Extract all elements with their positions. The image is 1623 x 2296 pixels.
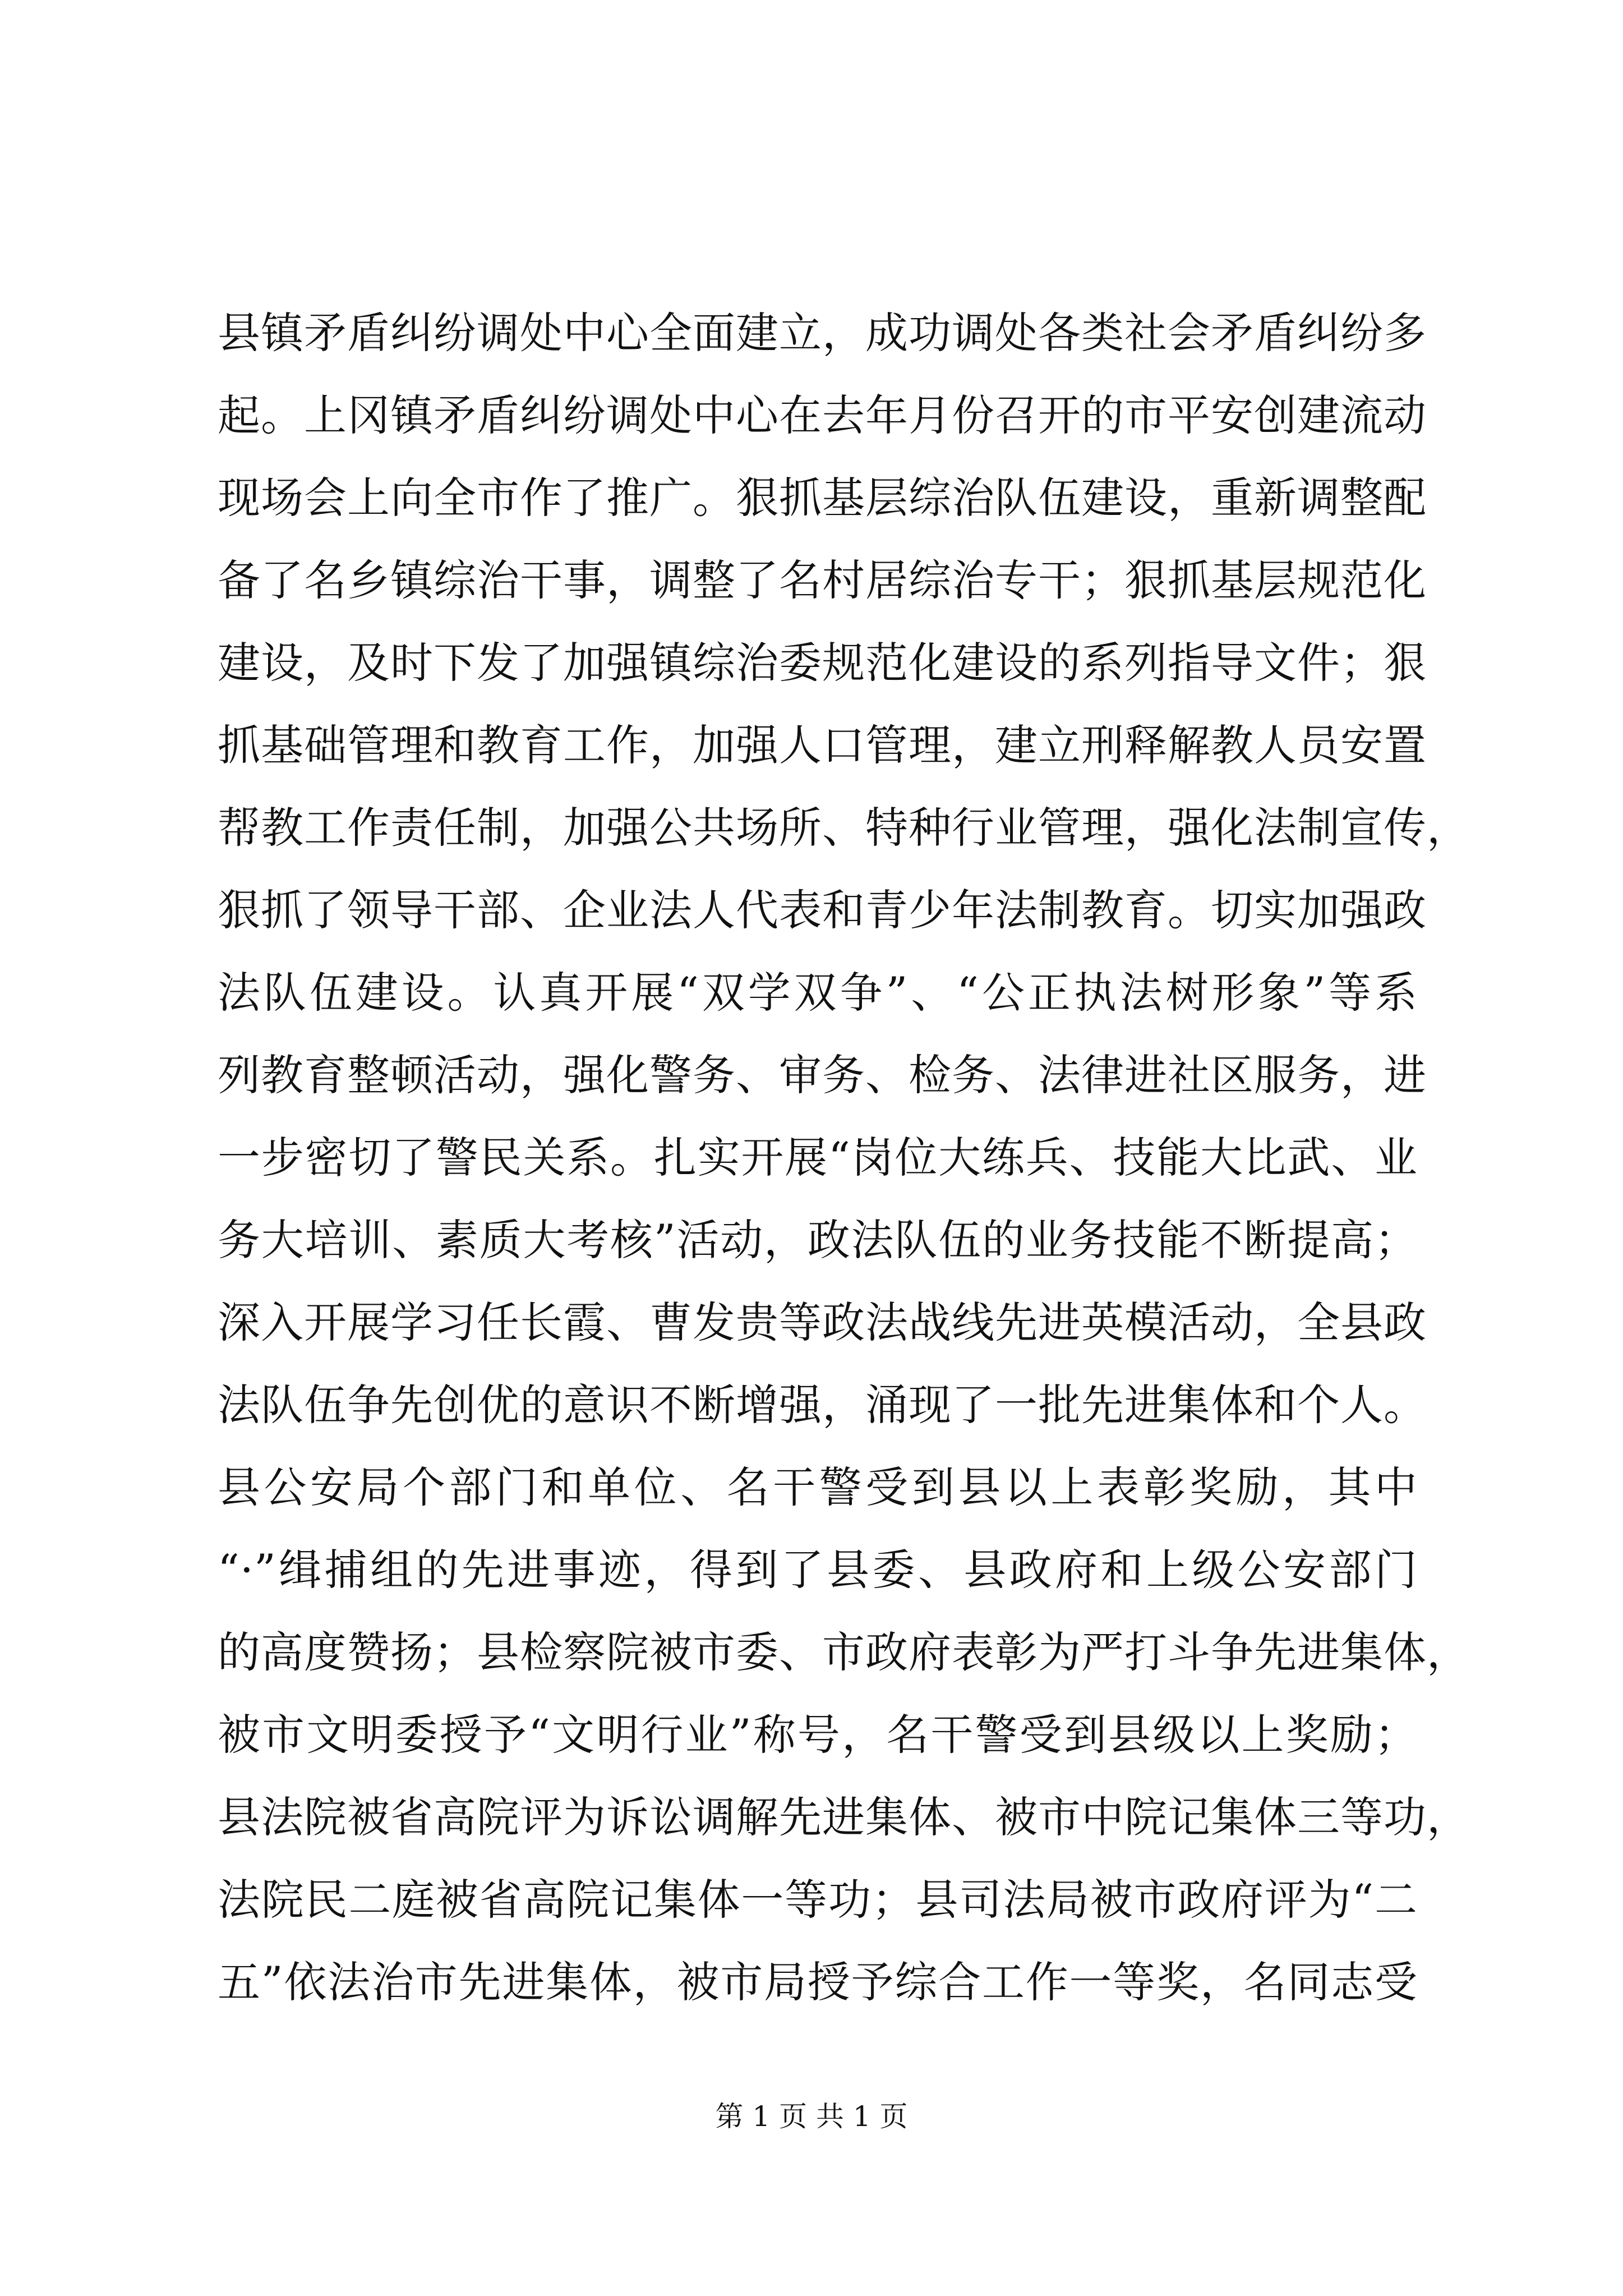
text-line: 县公安局个部门和单位、名干警受到县以上表彰奖励，其中 (218, 1462, 1418, 1512)
text-line: 县镇矛盾纠纷调处中心全面建立，成功调处各类社会矛盾纠纷多 (218, 308, 1427, 358)
page-footer (0, 2097, 1623, 2136)
text-line: 法院民二庭被省高院记集体一等功；县司法局被市政府评为“二 (218, 1875, 1418, 1925)
text-line: 县法院被省高院评为诉讼调解先进集体、被市中院记集体三等功， (218, 1792, 1470, 1842)
text-line: 深入开展学习任长霞、曹发贵等政法战线先进英模活动，全县政 (218, 1297, 1427, 1347)
text-line: 一步密切了警民关系。扎实开展“岗位大练兵、技能大比武、业 (218, 1133, 1418, 1182)
text-line: 狠抓了领导干部、企业法人代表和青少年法制教育。切实加强政 (218, 885, 1427, 935)
text-line: 被市文明委授予“文明行业”称号，名干警受到县级以上奖励； (218, 1710, 1418, 1760)
text-line: 建设，及时下发了加强镇综治委规范化建设的系列指导文件；狠 (218, 638, 1427, 688)
text-line: 列教育整顿活动，强化警务、审务、检务、法律进社区服务，进 (218, 1050, 1427, 1100)
text-line: 务大培训、素质大考核”活动，政法队伍的业务技能不断提高； (218, 1215, 1418, 1265)
page-number-label: 第 1 页 共 1 页 (715, 2100, 908, 2133)
text-line: 法队伍争先创优的意识不断增强，涌现了一批先进集体和个人。 (218, 1380, 1427, 1430)
text-line: 起。上冈镇矛盾纠纷调处中心在去年月份召开的市平安创建流动 (218, 390, 1427, 440)
text-line: 五”依法治市先进集体，被市局授予综合工作一等奖，名同志受 (218, 1957, 1418, 2007)
text-line: “·”缉捕组的先进事迹，得到了县委、县政府和上级公安部门 (218, 1545, 1418, 1595)
text-line: 帮教工作责任制，加强公共场所、特种行业管理，强化法制宣传， (218, 803, 1470, 853)
text-line: 的高度赞扬；县检察院被市委、市政府表彰为严打斗争先进集体， (218, 1627, 1470, 1677)
text-line: 备了名乡镇综治干事，调整了名村居综治专干；狠抓基层规范化 (218, 555, 1427, 605)
text-line: 现场会上向全市作了推广。狠抓基层综治队伍建设，重新调整配 (218, 473, 1427, 523)
body-text (218, 292, 1470, 2023)
text-line: 抓基础管理和教育工作，加强人口管理，建立刑释解教人员安置 (218, 720, 1427, 770)
text-line: 法队伍建设。认真开展“双学双争”、“公正执法树形象”等系 (218, 968, 1418, 1018)
